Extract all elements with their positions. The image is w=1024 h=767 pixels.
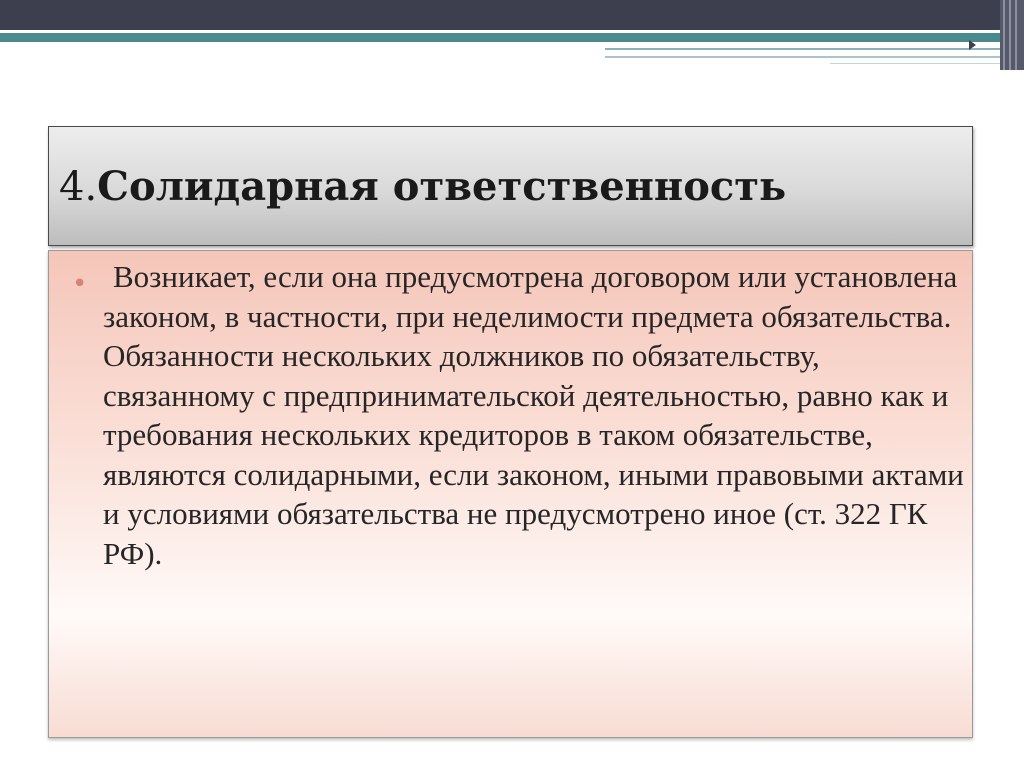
teal-stripe xyxy=(0,33,1000,42)
bullet-dot-icon: • xyxy=(72,269,88,299)
corner-strip xyxy=(1000,0,1024,70)
title-text: Солидарная ответственность xyxy=(97,163,787,210)
slide-title-box xyxy=(48,126,973,246)
corner-strip-bar xyxy=(1009,0,1011,70)
content-box xyxy=(48,250,973,738)
decorative-line xyxy=(605,56,1000,58)
triangle-arrow-icon xyxy=(969,40,976,50)
corner-strip-bar xyxy=(1015,0,1017,70)
decorative-line xyxy=(830,63,1000,64)
corner-strip-bar xyxy=(1003,0,1005,70)
decorative-line xyxy=(605,48,1000,50)
slide-title xyxy=(59,163,786,211)
title-number: 4. xyxy=(59,164,98,210)
bullet-text: Возникает, если она предусмотрена договором или установлена законом, в частности, при неделимости предмета обязательства. Обязанности нескольких должников по обязательству, связанному с предпринимательской деятельностью, равно как и требования нескольких кредиторов в таком обязательстве, являются солидарными, если законом, иными правовыми актами и условиями обязательства не предусмотрено иное (ст. 322 ГК РФ). xyxy=(103,259,964,571)
top-banner xyxy=(0,0,1024,30)
